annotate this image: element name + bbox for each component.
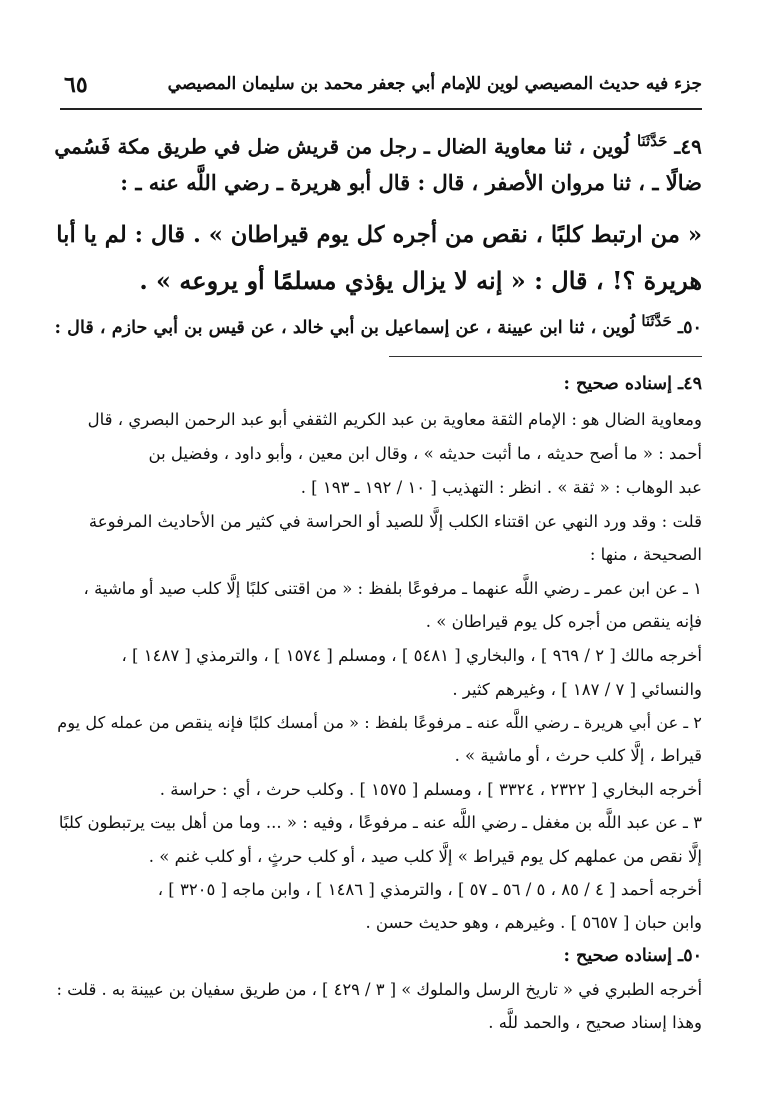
- hadith-49-line-1: [54, 132, 702, 159]
- hadith-50-line-1: [55, 312, 702, 338]
- note-line: وهذا إسناد صحيح ، والحمد للَّه .: [488, 1013, 702, 1032]
- note-line: قلت : وقد ورد النهي عن اقتناء الكلب إلَّا للصيد أو الحراسة في كثير من الأحاديث المرفوعة: [88, 512, 702, 531]
- haddathana-abbrev: حَدَّثَنَا: [636, 132, 668, 150]
- haddathana-abbrev: حَدَّثَنَا: [641, 312, 672, 330]
- hadith-49-line-2: ضالًا ـ ، ثنا مروان الأصفر ، قال : قال أبو هريرة ـ رضي اللَّه عنه ـ :: [120, 170, 702, 195]
- note-line: الصحيحة ، منها :: [589, 545, 702, 564]
- note-line: ٢ ـ عن أبي هريرة ـ رضي اللَّه عنه ـ مرفوعًا بلفظ : « من أمسك كلبًا فإنه ينقص من عمله كل يوم: [57, 713, 702, 732]
- note-49-heading: ٤٩ـ إسناده صحيح :: [563, 374, 702, 394]
- note-line: والنسائي [ ٧ / ١٨٧ ] ، وغيرهم كثير .: [452, 680, 702, 699]
- hadith-49-number: ٤٩ـ: [674, 134, 702, 159]
- note-line: وابن حبان [ ٥٦٥٧ ] . وغيرهم ، وهو حديث حسن .: [365, 913, 702, 932]
- note-line: ومعاوية الضال هو : الإمام الثقة معاوية بن عبد الكريم الثقفي أبو عبد الرحمن البصري ، قال: [87, 410, 702, 429]
- note-line: أخرجه أحمد [ ٤ / ٨٥ ، ٥ / ٥٦ ـ ٥٧ ] ، والترمذي [ ١٤٨٦ ] ، وابن ماجه [ ٣٢٠٥ ] ،: [157, 880, 702, 899]
- note-line: أخرجه البخاري [ ٢٣٢٢ ، ٣٣٢٤ ] ، ومسلم [ ١٥٧٥ ] . وكلب حرث ، أي : حراسة .: [159, 780, 702, 799]
- note-line: أحمد : « ما أصح حديثه ، ما أثبت حديثه » ، وقال ابن معين ، وأبو داود ، وفضيل بن: [148, 444, 702, 463]
- hadith-50-number: ٥٠ـ: [677, 316, 702, 338]
- hadith-49-line-4: هريرة ؟! ، قال : « إنه لا يزال يؤذي مسلمًا أو يروعه » .: [139, 266, 702, 295]
- hadith-50-text-1: لُوين ، ثنا ابن عيينة ، عن إسماعيل بن أبي خالد ، عن قيس بن أبي حازم ، قال :: [54, 316, 636, 338]
- hadith-49-text-1: لُوين ، ثنا معاوية الضال ـ رجل من قريش ضل في طريق مكة فَسُمي: [54, 134, 630, 159]
- note-line: ٣ ـ عن عبد اللَّه بن مغفل ـ رضي اللَّه عنه ـ مرفوعًا ، وفيه : « ... وما من أهل بيت يرتبطون كلبًا: [58, 813, 702, 832]
- note-line: عبد الوهاب : « ثقة » . انظر : التهذيب [ ١٠ / ١٩٢ ـ ١٩٣ ] .: [300, 478, 702, 497]
- note-line: أخرجه الطبري في « تاريخ الرسل والملوك » [ ٣ / ٤٢٩ ] ، من طريق سفيان بن عيينة به . قلت :: [56, 980, 702, 999]
- note-line: ١ ـ عن ابن عمر ـ رضي اللَّه عنهما ـ مرفوعًا بلفظ : « من اقتنى كلبًا إلَّا كلب صيد أو ماشية ،: [83, 579, 702, 598]
- note-line: فإنه ينقص من أجره كل يوم قيراطان » .: [425, 612, 702, 631]
- note-50-heading: ٥٠ـ إسناده صحيح :: [563, 946, 702, 966]
- hadith-49-line-3: « من ارتبط كلبًا ، نقص من أجره كل يوم قيراطان » . قال : لم يا أبا: [56, 222, 702, 248]
- note-line: أخرجه مالك [ ٢ / ٩٦٩ ] ، والبخاري [ ٥٤٨١ ] ، ومسلم [ ١٥٧٤ ] ، والترمذي [ ١٤٨٧ ] ،: [121, 646, 702, 665]
- running-header: [60, 70, 702, 110]
- note-line: إلَّا نقص من عملهم كل يوم قيراط » إلَّا كلب صيد ، أو كلب حرثٍ ، أو كلب غنم » .: [148, 847, 702, 866]
- page-number: ٦٥: [64, 72, 88, 98]
- header-title: جزء فيه حديث المصيصي لوين للإمام أبي جعفر محمد بن سليمان المصيصي: [167, 74, 702, 94]
- footnote-separator: [389, 356, 702, 357]
- note-line: قيراط ، إلَّا كلب حرث ، أو ماشية » .: [454, 746, 702, 765]
